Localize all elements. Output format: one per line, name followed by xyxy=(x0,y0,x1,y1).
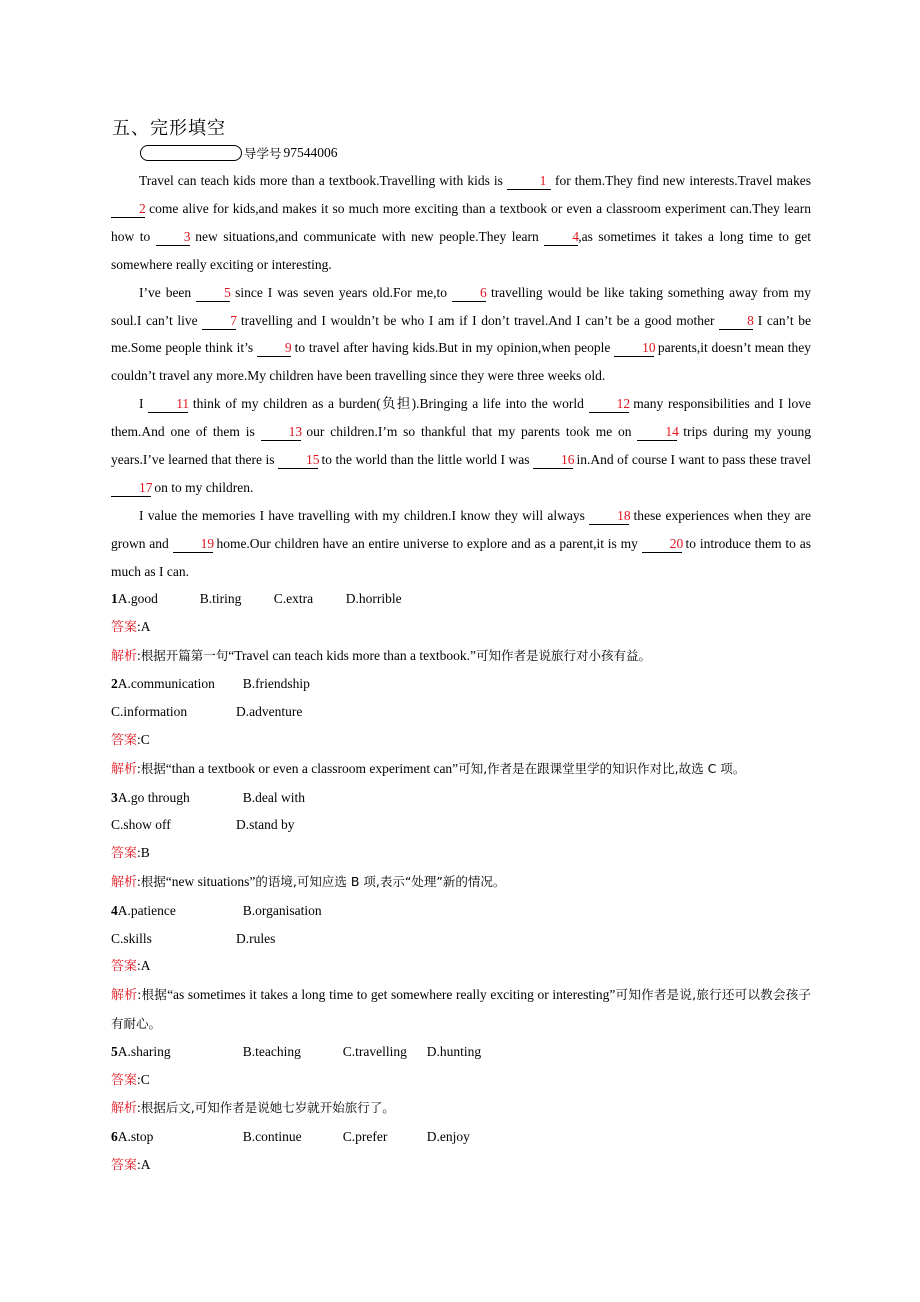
option-b: B.teaching xyxy=(242,1043,301,1059)
analysis-line: 解析:根据开篇第一句“Travel can teach kids more than a textbook.”可知作者是说旅行对小孩有益。 xyxy=(111,647,651,664)
option-d: D.enjoy xyxy=(426,1129,470,1145)
answer-value: B xyxy=(140,845,150,861)
analysis-line: 解析:根据“as sometimes it takes a long time to get somewhere really exciting or interesting”可知作者是说,旅行还可以教会孩子有耐心。 xyxy=(111,987,811,1031)
passage-text: in.And of course I want to pass these travel xyxy=(572,452,812,468)
answer-line: 答案:C xyxy=(111,731,150,748)
answer-label: 答案 xyxy=(111,959,138,975)
analysis-label: 解析 xyxy=(111,1101,138,1117)
option-b: B.continue xyxy=(242,1129,302,1145)
analysis-quote: “Travel can teach kids more than a textbook.” xyxy=(228,647,476,663)
passage-text: our children.I’m so thankful that my parents took me on xyxy=(300,424,638,440)
option-d: D.rules xyxy=(236,930,276,946)
option-c: C.show off xyxy=(111,817,171,833)
option-d: D.adventure xyxy=(236,704,303,720)
option-b: B.organisation xyxy=(242,902,322,918)
question-number: 6 xyxy=(111,1129,118,1145)
analysis-quote: “as sometimes it takes a long time to get somewhere really exciting or interesting” xyxy=(167,987,616,1003)
option-c: C.prefer xyxy=(342,1129,388,1145)
analysis-quote: “than a textbook or even a classroom experiment can” xyxy=(165,760,459,776)
question-number: 3 xyxy=(111,789,118,805)
option-b: B.tiring xyxy=(199,591,242,606)
question-number: 2 xyxy=(111,676,118,692)
blank-19: 19 xyxy=(173,536,213,553)
blank-9: 9 xyxy=(257,340,291,357)
passage-text: travelling would be like taking something away from my soul.I can’t live xyxy=(111,284,812,328)
cloze-passage xyxy=(111,167,811,586)
answer-value: A xyxy=(140,1156,151,1172)
passage-text: I xyxy=(139,396,149,412)
answer-line: 答案:A xyxy=(111,958,151,975)
option-a: A.good xyxy=(117,591,158,606)
analysis-label: 解析 xyxy=(111,761,138,777)
answer-line: 答案:B xyxy=(111,845,150,862)
blank-2: 2 xyxy=(111,201,145,218)
passage-text: I value the memories I have travelling with my children.I know they will always xyxy=(139,507,590,523)
blank-15: 15 xyxy=(278,452,318,469)
passage-text: since I was seven years old.For me,to xyxy=(230,284,452,300)
passage-text: new situations,and communicate with new people.They learn xyxy=(189,228,545,244)
passage-text: home.Our children have an entire universe to explore and as a parent,it is my xyxy=(212,535,642,551)
option-a: A.sharing xyxy=(117,1043,171,1059)
section-title: 五、完形填空 xyxy=(112,118,226,139)
answer-label: 答案 xyxy=(111,619,138,635)
passage-text: I can’t be me.Some people think it’s xyxy=(111,312,811,356)
question-4-options xyxy=(111,897,811,925)
answer-line: 答案:A xyxy=(111,1156,151,1173)
analysis-text: 的语境,可知应选 B 项,表示“处理”新的情况。 xyxy=(255,873,506,889)
passage-text: think of my children as a burden(负担).Bringing a life into the world xyxy=(188,396,589,412)
question-5-options xyxy=(111,1038,811,1066)
passage-paragraph-1 xyxy=(111,167,811,279)
blank-5: 5 xyxy=(196,285,230,302)
answer-label: 答案 xyxy=(111,846,138,862)
passage-text: these experiences when they are grown and xyxy=(111,507,811,551)
option-b: B.deal with xyxy=(242,789,305,805)
blank-8: 8 xyxy=(719,313,753,330)
answer-line: 答案:A xyxy=(111,618,151,635)
option-d: D.hunting xyxy=(426,1043,482,1059)
passage-text: to introduce them to as much as I can. xyxy=(111,535,811,579)
question-number: 1 xyxy=(111,591,118,606)
analysis-text: 可知作者是说,旅行还可以教会孩子有耐心。 xyxy=(111,987,811,1031)
option-b: B.friendship xyxy=(242,676,310,692)
question-3-options xyxy=(111,784,811,812)
blank-11: 11 xyxy=(148,396,188,413)
blank-14: 14 xyxy=(637,424,677,441)
passage-text: I’ve been xyxy=(139,284,197,300)
blank-1: 1 xyxy=(507,173,551,190)
passage-text: Travel can teach kids more than a textbook.Travelling with kids is xyxy=(139,173,507,188)
analysis-text: 根据 xyxy=(140,873,166,889)
passage-text: trips during my young years.I’ve learned that there is xyxy=(111,424,812,468)
answer-label: 答案 xyxy=(111,1072,138,1088)
option-c: C.information xyxy=(111,704,188,720)
passage-text: come alive for kids,and makes it so much more exciting than a textbook or even a classroom experiment can.They learn how to xyxy=(111,200,811,244)
analysis-line: 解析:根据“new situations”的语境,可知应选 B 项,表示“处理”新的情况。 xyxy=(111,873,506,890)
option-c: C.travelling xyxy=(342,1043,407,1059)
passage-paragraph-2 xyxy=(111,279,811,391)
analysis-label: 解析 xyxy=(111,648,138,664)
passage-text: to travel after having kids.But in my opinion,when people xyxy=(290,340,615,356)
blank-20: 20 xyxy=(642,536,682,553)
question-2-options-row2 xyxy=(111,698,811,726)
analysis-text: 可知作者是说旅行对小孩有益。 xyxy=(475,647,651,663)
analysis-text: 根据后文,可知作者是说她七岁就开始旅行了。 xyxy=(140,1100,395,1116)
blank-12: 12 xyxy=(589,396,629,413)
question-6-options xyxy=(111,1123,811,1151)
answer-value: C xyxy=(140,731,150,747)
rounded-box-icon xyxy=(140,145,242,161)
blank-7: 7 xyxy=(202,313,236,330)
passage-paragraph-3 xyxy=(111,390,811,502)
passage-text: on to my children. xyxy=(151,479,254,495)
blank-18: 18 xyxy=(589,508,629,525)
analysis-text: 根据 xyxy=(140,760,166,776)
answer-value: C xyxy=(140,1071,150,1087)
question-1-options xyxy=(111,585,811,613)
analysis-label: 解析 xyxy=(111,988,138,1004)
passage-text: parents,it doesn’t mean they couldn’t travel any more.My children have been travelling since they were three weeks old. xyxy=(111,340,811,384)
blank-10: 10 xyxy=(614,340,654,357)
guide-label: 导学号 xyxy=(244,146,282,161)
option-d: D.horrible xyxy=(345,591,402,606)
option-a: A.communication xyxy=(117,676,215,692)
analysis-text: 根据 xyxy=(141,987,168,1003)
analysis-text: 根据开篇第一句 xyxy=(140,647,229,663)
passage-text: ,as sometimes it takes a long time to get somewhere really exciting or interesting. xyxy=(111,228,811,272)
blank-16: 16 xyxy=(533,452,573,469)
blank-3: 3 xyxy=(156,229,190,246)
question-2-options xyxy=(111,670,811,698)
passage-text: for them.They find new interests.Travel makes xyxy=(550,173,811,188)
answer-line: 答案:C xyxy=(111,1071,150,1088)
analysis-quote: “new situations” xyxy=(165,873,256,889)
option-d: D.stand by xyxy=(236,817,295,833)
question-4-options-row2 xyxy=(111,925,811,953)
question-3-options-row2 xyxy=(111,811,811,839)
blank-13: 13 xyxy=(261,424,301,441)
analysis-line: 解析:根据后文,可知作者是说她七岁就开始旅行了。 xyxy=(111,1100,395,1117)
answer-value: A xyxy=(140,618,151,634)
passage-text: many responsibilities and I love them.And one of them is xyxy=(111,396,811,440)
passage-paragraph-4 xyxy=(111,502,811,586)
answer-label: 答案 xyxy=(111,732,138,748)
passage-text: to the world than the little world I was xyxy=(318,452,533,468)
option-c: C.extra xyxy=(273,591,314,606)
guide-number: 97544006 xyxy=(283,145,338,160)
guide-number-row xyxy=(140,144,338,162)
analysis-label: 解析 xyxy=(111,874,138,890)
questions-section xyxy=(111,585,811,1180)
option-a: A.patience xyxy=(117,902,176,918)
blank-6: 6 xyxy=(452,285,486,302)
answer-label: 答案 xyxy=(111,1157,138,1173)
question-number: 4 xyxy=(111,902,118,918)
option-a: A.stop xyxy=(117,1129,154,1145)
blank-4: 4 xyxy=(544,229,578,246)
question-number: 5 xyxy=(111,1043,118,1059)
answer-value: A xyxy=(140,958,151,974)
blank-17: 17 xyxy=(111,480,151,497)
option-a: A.go through xyxy=(117,789,190,805)
analysis-text: 可知,作者是在跟课堂里学的知识作对比,故选 C 项。 xyxy=(458,760,746,776)
passage-text: travelling and I wouldn’t be who I am if I don’t travel.And I can’t be a good mother xyxy=(236,312,720,328)
analysis-line: 解析:根据“than a textbook or even a classroom experiment can”可知,作者是在跟课堂里学的知识作对比,故选 C 项。 xyxy=(111,760,746,777)
option-c: C.skills xyxy=(111,930,152,946)
